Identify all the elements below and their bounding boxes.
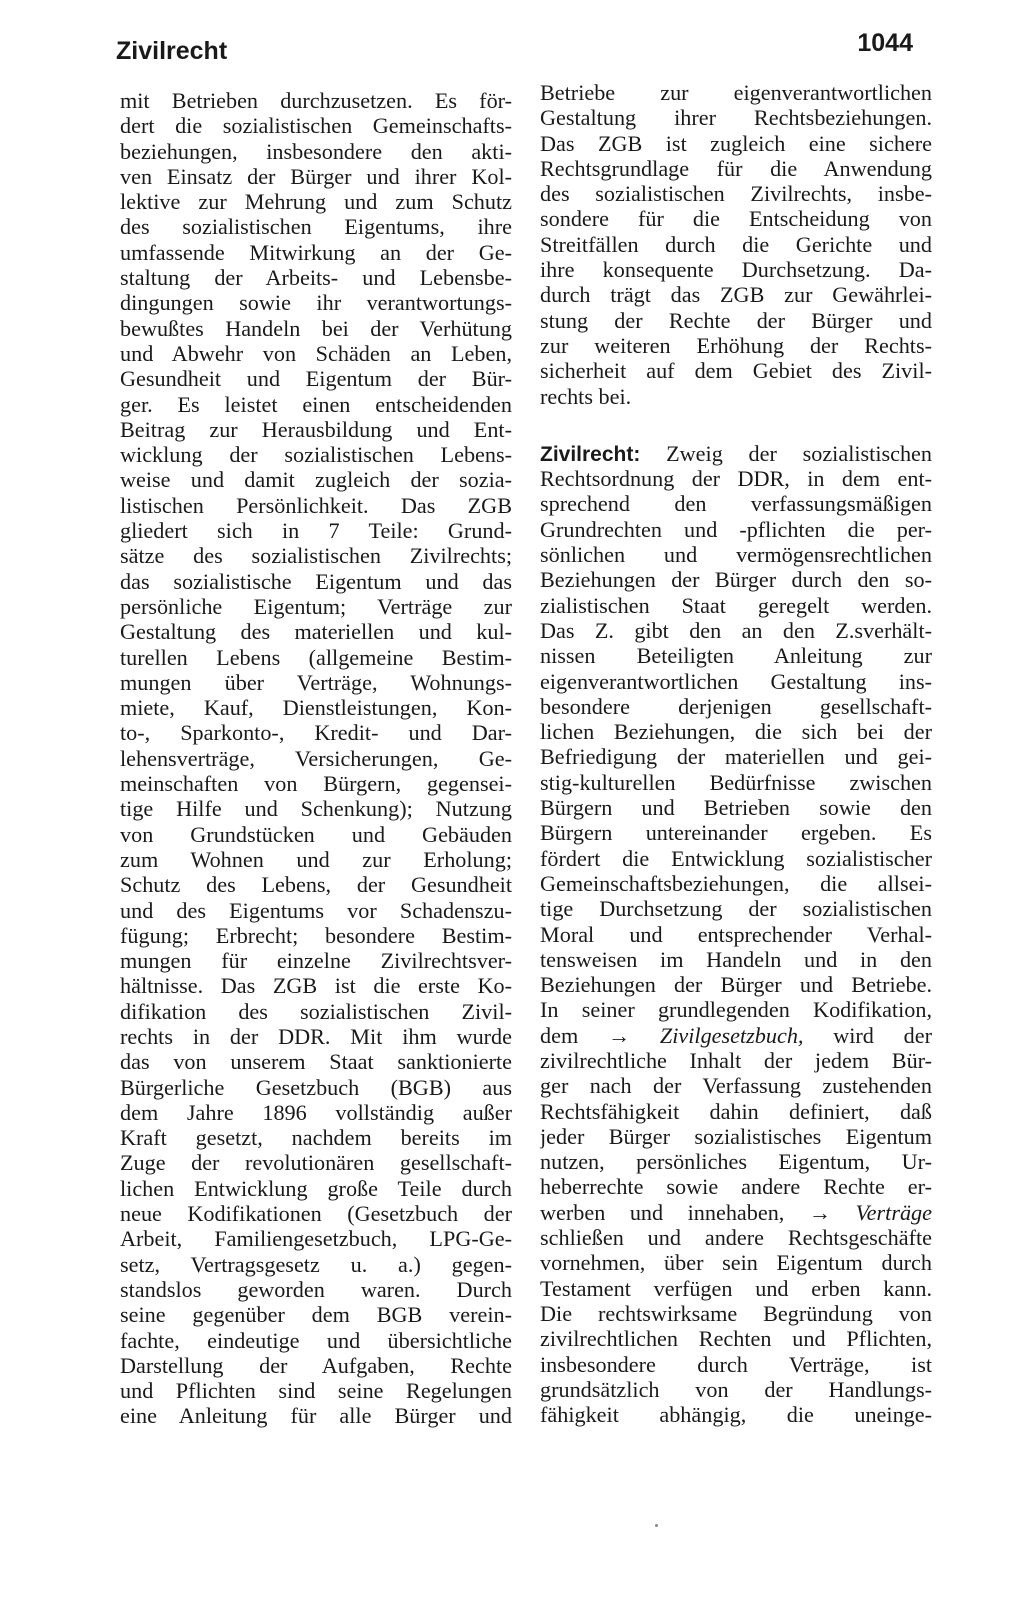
text-line: sönlichen und vermögensrechtlichen — [540, 542, 932, 568]
text-line: Gesundheit und Eigentum der Bür- — [120, 366, 512, 392]
text-line: heberrechte sowie andere Rechte er- — [540, 1174, 932, 1200]
text-line: zialistischen Staat geregelt werden. — [540, 592, 932, 618]
text-line: staltung der Arbeits- und Lebensbe- — [120, 265, 512, 291]
text-line: Beziehungen der Bürger durch den so- — [540, 567, 932, 593]
entry-ref-line-zivilgesetzbuch — [540, 1023, 932, 1048]
dictionary-entry-zivilrecht — [540, 441, 932, 1428]
text-line: tige Hilfe und Schenkung); Nutzung — [120, 796, 512, 822]
page-number: 1044 — [857, 29, 913, 57]
text-line: fügung; Erbrecht; besondere Bestim- — [120, 922, 512, 948]
text-line: lichen Beziehungen, die sich bei der — [540, 719, 932, 745]
text-line: Darstellung der Aufgaben, Rechte — [120, 1352, 512, 1378]
right-column-continuation — [540, 80, 932, 409]
text-line: lektive zur Mehrung und zum Schutz — [120, 189, 512, 215]
print-speck — [655, 1524, 658, 1527]
text-line: setz, Vertragsgesetz u. a.) gegen- — [120, 1251, 512, 1277]
text-line: meinschaften von Bürgern, gegensei- — [120, 771, 512, 797]
text-line: besondere derjenigen gesellschaft- — [540, 693, 932, 719]
text-line: ger nach der Verfassung zustehenden — [540, 1073, 932, 1099]
text-line: Grundrechten und -pflichten die per- — [540, 516, 932, 542]
text-line: fördert die Entwicklung sozialistischer — [540, 845, 932, 871]
text-line: Das ZGB ist zugleich eine sichere — [540, 130, 932, 156]
cross-reference-arrow-icon: → — [808, 1199, 832, 1225]
text-line: hältnisse. Das ZGB ist die erste Ko- — [120, 973, 512, 999]
text-line: sicherheit auf dem Gebiet des Zivil- — [540, 358, 932, 384]
text-line: mit Betrieben durchzusetzen. Es för- — [120, 88, 512, 113]
text-line: tensweisen im Handeln und in den — [540, 946, 932, 972]
text-line: stig-kulturellen Bedürfnisse zwischen — [540, 769, 932, 795]
text-line: fachte, eindeutige und übersichtliche — [120, 1327, 512, 1353]
entry-text-block-b — [540, 1048, 932, 1200]
text-line: des sozialistischen Eigentums, ihre — [120, 214, 512, 240]
text-line: tige Durchsetzung der sozialistischen — [540, 896, 932, 922]
text-line: beziehungen, insbesondere den akti- — [120, 138, 512, 164]
entry-first-line-text: Zweig der sozialistischen — [666, 440, 932, 466]
text-line: schließen und andere Rechtsgeschäfte — [540, 1225, 932, 1251]
entry-spacing — [540, 409, 932, 441]
text-line: ihre konsequente Durchsetzung. Da- — [540, 257, 932, 283]
text-line: sondere für die Entscheidung von — [540, 206, 932, 232]
text-line: umfassende Mitwirkung an der Ge- — [120, 239, 512, 265]
text-line: mungen für einzelne Zivilrechtsver- — [120, 948, 512, 974]
text-line: bewußtes Handeln bei der Verhütung — [120, 315, 512, 341]
text-line: sprechend den verfassungsmäßigen — [540, 491, 932, 517]
text-line: listischen Persönlichkeit. Das ZGB — [120, 492, 512, 518]
text-line: wicklung der sozialistischen Lebens- — [120, 442, 512, 468]
text-line: lichen Entwicklung große Teile durch — [120, 1175, 512, 1201]
right-column — [540, 80, 932, 1427]
text-line: standslos geworden waren. Durch — [120, 1276, 512, 1302]
text-line: Das Z. gibt den an den Z.sverhält- — [540, 617, 932, 643]
text-line: zivilrechtlichen Rechten und Pflichten, — [540, 1326, 932, 1352]
text-line: rechts bei. — [540, 383, 632, 409]
text-line: Bürgern und Betrieben sowie den — [540, 795, 932, 821]
page-header-title: Zivilrecht — [116, 37, 228, 65]
text-line: Testament verfügen und erben kann. — [540, 1275, 932, 1301]
text-line: to-, Sparkonto-, Kredit- und Dar- — [120, 720, 512, 746]
text-line: seine gegenüber dem BGB verein- — [120, 1302, 512, 1328]
left-column — [120, 88, 512, 1429]
text-line: Gemeinschaftsbeziehungen, die allsei- — [540, 870, 932, 896]
text-line: neue Kodifikationen (Gesetzbuch der — [120, 1201, 512, 1227]
text-line: Arbeit, Familiengesetzbuch, LPG-Ge- — [120, 1226, 512, 1252]
text-line: rechts in der DDR. Mit ihm wurde — [120, 1023, 512, 1049]
text-line: von Grundstücken und Gebäuden — [120, 821, 512, 847]
text-line: Gestaltung ihrer Rechtsbeziehungen. — [540, 105, 932, 131]
text-line: Bürgern untereinander ergeben. Es — [540, 820, 932, 846]
text-line: eine Anleitung für alle Bürger und — [120, 1403, 512, 1429]
entry-keyword: Zivilrecht: — [540, 442, 641, 466]
text-line: und des Eigentums vor Schadenszu- — [120, 897, 512, 923]
text-line: sätze des sozialistischen Zivilrechts; — [120, 543, 512, 569]
text-line: dem Jahre 1896 vollständig außer — [120, 1099, 512, 1125]
text-line: Moral und entsprechender Verhal- — [540, 921, 932, 947]
text-line: Rechtsgrundlage für die Anwendung — [540, 155, 932, 181]
text-line: miete, Kauf, Dienstleistungen, Kon- — [120, 695, 512, 721]
text-line: zur weiteren Erhöhung der Rechts- — [540, 332, 932, 358]
text-line: und Abwehr von Schäden an Leben, — [120, 340, 512, 366]
text-line: Rechtsfähigkeit dahin definiert, daß — [540, 1098, 932, 1124]
text-line: insbesondere durch Verträge, ist — [540, 1351, 932, 1377]
text-line: des sozialistischen Zivilrechts, insbe- — [540, 181, 932, 207]
text-line: lehensverträge, Versicherungen, Ge- — [120, 745, 512, 771]
text-line: und Pflichten sind seine Regelungen — [120, 1378, 512, 1404]
text-line: Streitfällen durch die Gerichte und — [540, 231, 932, 257]
text-line: Befriedigung der materiellen und gei- — [540, 744, 932, 770]
text-line: difikation des sozialistischen Zivil- — [120, 998, 512, 1024]
text-line: eigenverantwortlichen Gestaltung ins- — [540, 668, 932, 694]
ref-line-text-after: wird der — [833, 1022, 932, 1048]
text-line: Beziehungen der Bürger und Betriebe. — [540, 972, 932, 998]
text-line: jeder Bürger sozialistisches Eigentum — [540, 1123, 932, 1149]
text-line: Die rechtswirksame Begründung von — [540, 1300, 932, 1326]
text-line: mungen über Verträge, Wohnungs- — [120, 669, 512, 695]
text-line: vornehmen, über sein Eigentum durch — [540, 1250, 932, 1276]
text-line: dert die sozialistischen Gemeinschafts- — [120, 113, 512, 139]
cross-reference-arrow-icon: → — [607, 1022, 631, 1048]
text-line: Kraft gesetzt, nachdem bereits im — [120, 1125, 512, 1151]
entry-text-block-a — [540, 466, 932, 1023]
text-line: turellen Lebens (allgemeine Bestim- — [120, 644, 512, 670]
text-line: grundsätzlich von der Handlungs- — [540, 1376, 932, 1402]
text-line: weise und damit zugleich der sozia- — [120, 467, 512, 493]
text-line: Bürgerliche Gesetzbuch (BGB) aus — [120, 1074, 512, 1100]
text-line: stung der Rechte der Bürger und — [540, 307, 932, 333]
text-line: durch trägt das ZGB zur Gewährlei- — [540, 282, 932, 308]
text-line: In seiner grundlegenden Kodifikation, — [540, 997, 932, 1023]
text-line: das sozialistische Eigentum und das — [120, 568, 512, 594]
text-line: Betriebe zur eigenverantwortlichen — [540, 80, 932, 105]
text-line: nutzen, persönliches Eigentum, Ur- — [540, 1149, 932, 1175]
text-line: persönliche Eigentum; Verträge zur — [120, 593, 512, 619]
text-line: zivilrechtliche Inhalt der jedem Bür- — [540, 1047, 932, 1073]
text-line: Beitrag zur Herausbildung und Ent- — [120, 416, 512, 442]
text-line: Gestaltung des materiellen und kul- — [120, 619, 512, 645]
text-line: das von unserem Staat sanktionierte — [120, 1049, 512, 1075]
ref-line-text-before: dem — [540, 1022, 579, 1048]
text-line: Rechtsordnung der DDR, in dem ent- — [540, 466, 932, 492]
ref-line-text-before: werben und innehaben, — [540, 1199, 785, 1225]
text-line: ven Einsatz der Bürger und ihrer Kol- — [120, 163, 512, 189]
text-line: nissen Beteiligten Anleitung zur — [540, 643, 932, 669]
entry-text-block-c — [540, 1225, 932, 1427]
entry-first-line — [540, 441, 932, 466]
text-line: zum Wohnen und zur Erholung; — [120, 846, 512, 872]
text-line: Schutz des Lebens, der Gesundheit — [120, 872, 512, 898]
cross-reference-zivilgesetzbuch[interactable]: Zivilgesetzbuch, — [659, 1022, 804, 1048]
text-line: Zuge der revolutionären gesellschaft- — [120, 1150, 512, 1176]
text-line: ger. Es leistet einen entscheidenden — [120, 391, 512, 417]
cross-reference-vertraege[interactable]: Verträge — [855, 1199, 932, 1225]
text-line: dingungen sowie ihr verantwortungs- — [120, 290, 512, 316]
text-line: fähigkeit abhängig, die uneinge- — [540, 1402, 932, 1428]
entry-ref-line-vertraege — [540, 1200, 932, 1225]
text-line: gliedert sich in 7 Teile: Grund- — [120, 518, 512, 544]
